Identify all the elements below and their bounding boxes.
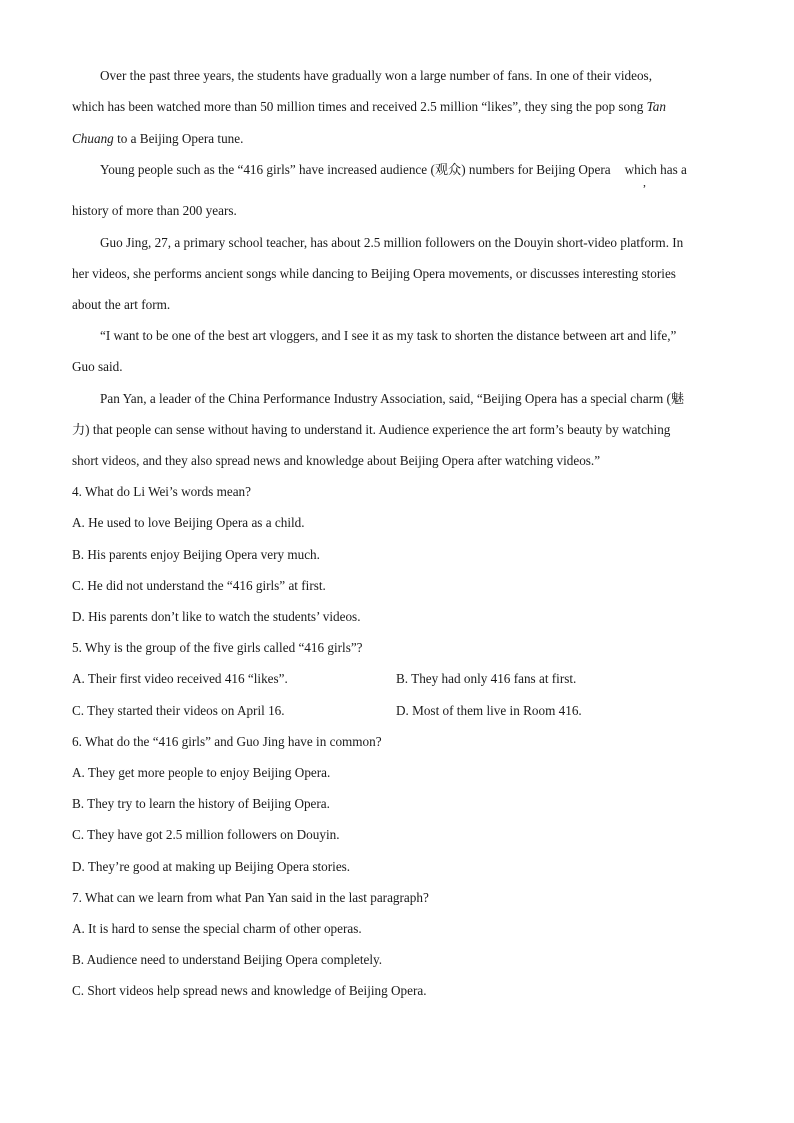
passage-p1-ending: to a Beijing Opera tune. <box>113 131 244 146</box>
question-6-option-b: B. They try to learn the history of Beijing Opera. <box>72 796 330 811</box>
passage-p2-text: Young people such as the “416 girls” have increased audience (观众) numbers for Beijing Opera <box>100 162 611 177</box>
passage-p1-line-3 <box>72 131 243 147</box>
passage-p2-line-2: history of more than 200 years. <box>72 203 237 218</box>
question-7-stem: 7. What can we learn from what Pan Yan said in the last paragraph? <box>72 890 429 905</box>
question-4-option-b: B. His parents enjoy Beijing Opera very much. <box>72 547 320 562</box>
passage-p4-line-2: Guo said. <box>72 359 123 374</box>
question-7-option-c: C. Short videos help spread news and knowledge of Beijing Opera. <box>72 983 427 998</box>
song-title-part-2: Chuang <box>72 131 114 146</box>
passage-p2-comma: , <box>643 175 646 189</box>
question-5-option-d: D. Most of them live in Room 416. <box>396 703 582 718</box>
passage-p1-text: which has been watched more than 50 million times and received 2.5 million “likes”, they sing the pop song <box>72 99 647 114</box>
question-6-stem: 6. What do the “416 girls” and Guo Jing have in common? <box>72 734 382 749</box>
question-6-option-c: C. They have got 2.5 million followers on Douyin. <box>72 827 340 842</box>
question-5-stem: 5. Why is the group of the five girls called “416 girls”? <box>72 640 363 655</box>
passage-p1-line-1: Over the past three years, the students have gradually won a large number of fans. In one of their videos, <box>100 68 652 83</box>
question-4-option-c: C. He did not understand the “416 girls” at first. <box>72 578 326 593</box>
passage-p5-line-1: Pan Yan, a leader of the China Performance Industry Association, said, “Beijing Opera has a special charm (魅 <box>100 391 685 406</box>
question-6-option-d: D. They’re good at making up Beijing Opera stories. <box>72 859 351 874</box>
passage-p1-line-2 <box>72 99 666 115</box>
question-7-option-b: B. Audience need to understand Beijing Opera completely. <box>72 952 383 967</box>
passage-p3-line-2: her videos, she performs ancient songs while dancing to Beijing Opera movements, or discusses interesting stories <box>72 266 676 281</box>
passage-p5-line-2: 力) that people can sense without having to understand it. Audience experience the art form’s beauty by watching <box>72 422 671 437</box>
song-title-part-1: Tan <box>646 99 666 114</box>
passage-p3-line-3: about the art form. <box>72 297 171 312</box>
question-4-stem: 4. What do Li Wei’s words mean? <box>72 484 252 499</box>
passage-p4-line-1: “I want to be one of the best art vloggers, and I see it as my task to shorten the distance between art and life,” <box>100 328 677 343</box>
question-5-option-c: C. They started their videos on April 16. <box>72 703 285 718</box>
passage-p2-line-1 <box>100 162 687 178</box>
passage-p5-line-3: short videos, and they also spread news and knowledge about Beijing Opera after watching videos.” <box>72 453 601 468</box>
passage-p3-line-1: Guo Jing, 27, a primary school teacher, has about 2.5 million followers on the Douyin short-video platform. In <box>100 235 684 250</box>
passage-p2-tail: which has a <box>624 162 687 177</box>
question-5-option-a: A. Their first video received 416 “likes”. <box>72 671 288 686</box>
question-4-option-a: A. He used to love Beijing Opera as a child. <box>72 515 305 530</box>
question-5-option-b: B. They had only 416 fans at first. <box>396 671 577 686</box>
question-7-option-a: A. It is hard to sense the special charm of other operas. <box>72 921 362 936</box>
question-4-option-d: D. His parents don’t like to watch the students’ videos. <box>72 609 361 624</box>
question-6-option-a: A. They get more people to enjoy Beijing Opera. <box>72 765 331 780</box>
